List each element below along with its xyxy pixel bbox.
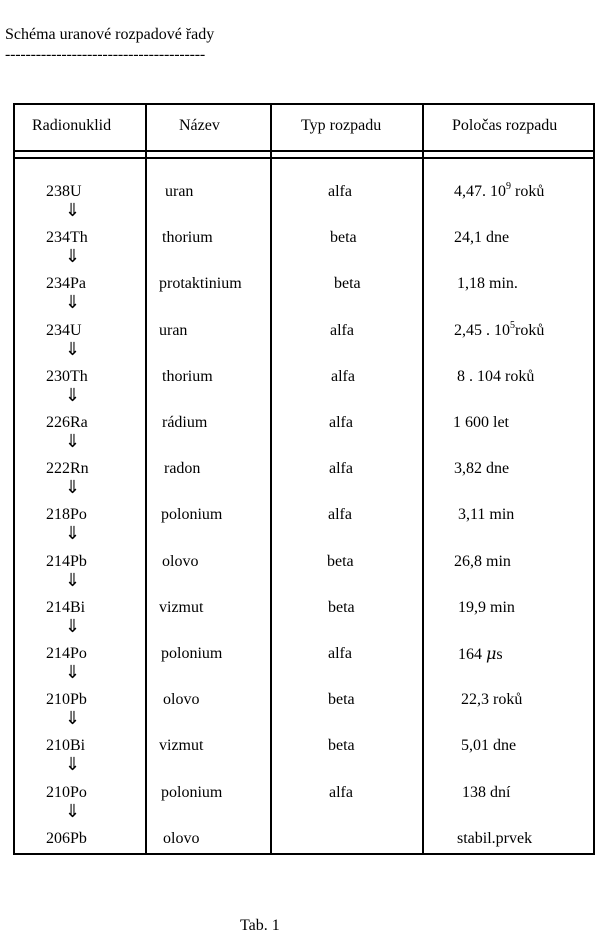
half-life-value: 26,8 min [454,553,511,570]
half-life-value: 1 600 let [453,414,509,431]
half-life-cell [458,645,503,664]
nuclide-cell: 210Bi [46,737,86,754]
decay-type-cell: alfa [330,322,354,339]
nuclide-cell: 234Th [46,229,88,246]
name-cell: polonium [161,506,223,523]
decay-arrow-icon: ⇓ [65,477,81,498]
half-life-value: 5,01 dne [461,737,517,754]
half-life-value: 164 [458,646,486,663]
half-life-value: 24,1 dne [454,229,510,246]
decay-type-cell: beta [334,275,361,292]
half-life-cell [457,275,518,293]
name-cell: vizmut [159,599,204,616]
name-cell: radon [164,460,201,477]
decay-arrow-icon: ⇓ [65,523,81,544]
decay-arrow-icon: ⇓ [65,292,81,313]
nuclide-cell: 234U [46,322,82,339]
name-cell: uran [159,322,188,339]
half-life-exponent: 5 [510,320,515,331]
decay-type-cell: alfa [329,460,353,477]
half-life-value: 3,11 min [458,506,515,523]
decay-arrow-icon: ⇓ [65,339,81,360]
decay-type-cell: beta [328,737,355,754]
decay-type-cell: alfa [328,183,352,200]
half-life-value: stabil.prvek [457,830,533,847]
half-life-value: 1,18 min. [457,275,518,292]
half-life-exponent: 9 [506,181,511,192]
name-cell: rádium [162,414,208,431]
name-cell: olovo [162,553,199,570]
nuclide-cell: 210Pb [46,691,87,708]
decay-type-cell: beta [330,229,357,246]
title-underline: --------------------------------------- [5,46,205,63]
table-caption: Tab. 1 [240,917,280,934]
name-cell: vizmut [159,737,204,754]
half-life-cell [458,599,515,617]
nuclide-cell: 230Th [46,368,88,385]
decay-type-cell: alfa [328,645,352,662]
half-life-value: 3,82 dne [454,460,510,477]
decay-arrow-icon: ⇓ [65,662,81,683]
half-life-unit: roků [511,183,545,200]
half-life-cell [454,183,544,201]
decay-type-cell: beta [327,553,354,570]
half-life-value: 2,45 . 10 [454,322,510,339]
header-half-life: Poločas rozpadu [452,117,558,134]
decay-type-cell: alfa [328,506,352,523]
name-cell: polonium [161,645,223,662]
decay-arrow-icon: ⇓ [65,754,81,775]
decay-type-cell: alfa [329,414,353,431]
nuclide-cell: 238U [46,183,82,200]
name-cell: uran [165,183,194,200]
column-divider [422,105,424,853]
nuclide-cell: 226Ra [46,414,88,431]
header-nuclide: Radionuklid [32,117,112,134]
half-life-cell [461,737,516,755]
nuclide-cell: 214Po [46,645,87,662]
column-divider [270,105,272,853]
decay-arrow-icon: ⇓ [65,431,81,452]
nuclide-cell: 234Pa [46,275,86,292]
decay-arrow-icon: ⇓ [65,616,81,637]
nuclide-cell: 214Pb [46,553,87,570]
header-name: Název [179,117,220,134]
half-life-value: 22,3 roků [461,691,523,708]
half-life-value: 8 . 104 roků [457,368,535,385]
half-life-cell [454,229,509,247]
decay-type-cell: alfa [329,784,353,801]
decay-arrow-icon: ⇓ [65,385,81,406]
document-title: Schéma uranové rozpadové řady [5,26,215,43]
half-life-unit: roků [515,322,545,339]
decay-type-cell: alfa [331,368,355,385]
column-divider [145,105,147,853]
decay-arrow-icon: ⇓ [65,801,81,822]
nuclide-cell: 214Bi [46,599,86,616]
half-life-cell [457,830,532,848]
half-life-cell [457,368,534,386]
nuclide-cell: 210Po [46,784,87,801]
decay-arrow-icon: ⇓ [65,570,81,591]
decay-type-cell: beta [328,691,355,708]
name-cell: polonium [161,784,223,801]
half-life-value: 19,9 min [458,599,515,616]
micro-symbol: μ [486,644,497,663]
half-life-value: 4,47. 10 [454,183,506,200]
decay-arrow-icon: ⇓ [65,246,81,267]
nuclide-cell: 222Rn [46,460,89,477]
header-rule-bottom [15,157,593,159]
half-life-cell [453,414,509,432]
header-rule-top [15,150,593,152]
half-life-value: 138 dní [462,784,511,801]
header-decay-type: Typ rozpadu [301,117,382,134]
decay-series-table [13,103,595,855]
name-cell: olovo [163,830,200,847]
half-life-cell [461,691,522,709]
half-life-cell [454,322,544,340]
name-cell: thorium [162,229,213,246]
nuclide-cell: 206Pb [46,830,87,847]
nuclide-cell: 218Po [46,506,87,523]
half-life-cell [454,460,509,478]
name-cell: protaktinium [159,275,242,292]
half-life-cell [458,506,514,524]
name-cell: olovo [163,691,200,708]
decay-arrow-icon: ⇓ [65,200,81,221]
decay-type-cell: beta [328,599,355,616]
decay-arrow-icon: ⇓ [65,708,81,729]
half-life-cell [454,553,511,571]
half-life-unit: s [496,646,503,663]
name-cell: thorium [162,368,213,385]
half-life-cell [462,784,510,802]
